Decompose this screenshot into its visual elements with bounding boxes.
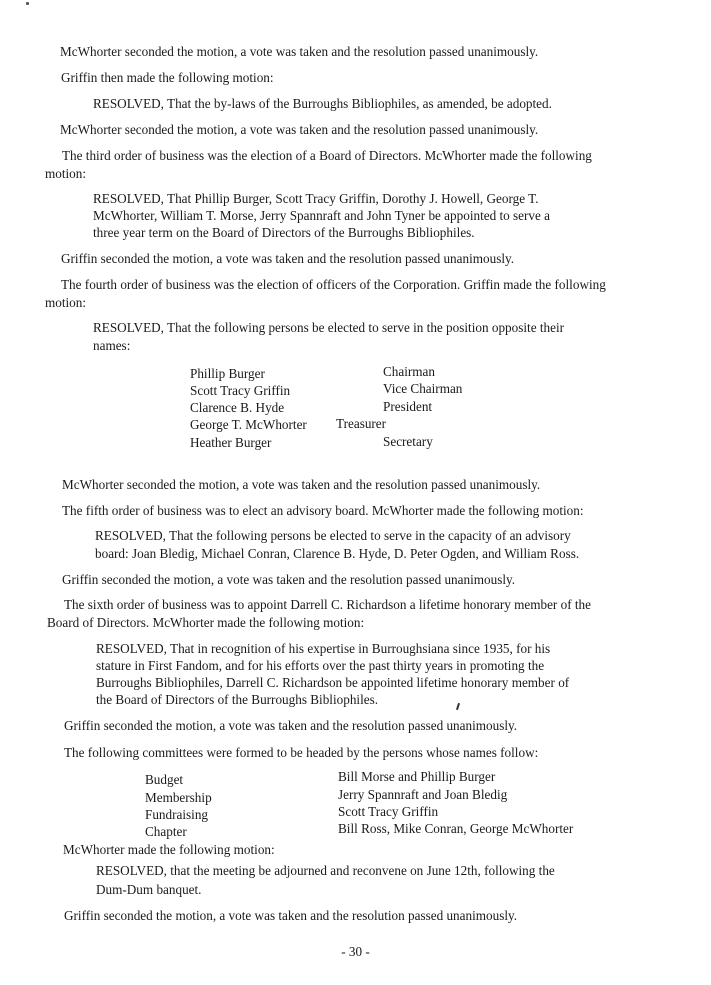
paragraph-line: McWhorter seconded the motion, a vote was taken and the resolution passed unanimously. bbox=[62, 477, 541, 492]
paragraph-line: Griffin seconded the motion, a vote was taken and the resolution passed unanimously. bbox=[61, 251, 515, 266]
paragraph-line: McWhorter seconded the motion, a vote was taken and the resolution passed unanimously. bbox=[60, 122, 539, 137]
scan-speck bbox=[26, 2, 29, 5]
resolution-line: RESOLVED, That Phillip Burger, Scott Tracy Griffin, Dorothy J. Howell, George T. bbox=[93, 191, 539, 206]
paragraph-line: The sixth order of business was to appoint Darrell C. Richardson a lifetime honorary member of the bbox=[64, 597, 591, 612]
officer-title: Vice Chairman bbox=[383, 381, 463, 396]
paragraph-line: Griffin seconded the motion, a vote was taken and the resolution passed unanimously. bbox=[62, 572, 516, 587]
officer-name: Clarence B. Hyde bbox=[190, 400, 285, 415]
officer-name: Phillip Burger bbox=[190, 366, 265, 381]
officer-title: Secretary bbox=[383, 434, 433, 449]
pen-mark bbox=[456, 703, 460, 710]
paragraph-line: Griffin then made the following motion: bbox=[61, 70, 274, 85]
paragraph-line: The third order of business was the election of a Board of Directors. McWhorter made the following bbox=[62, 148, 592, 163]
paragraph-line: Griffin seconded the motion, a vote was taken and the resolution passed unanimously. bbox=[64, 908, 518, 923]
page-number: - 30 - bbox=[341, 944, 370, 959]
committee-members: Bill Ross, Mike Conran, George McWhorter bbox=[338, 821, 574, 836]
officer-name: Scott Tracy Griffin bbox=[190, 383, 291, 398]
officer-title: Chairman bbox=[383, 364, 436, 379]
resolution-line: McWhorter, William T. Morse, Jerry Spannraft and John Tyner be appointed to serve a bbox=[93, 208, 551, 223]
committee-name: Fundraising bbox=[145, 807, 209, 822]
officer-title: Treasurer bbox=[336, 416, 387, 431]
resolution-line: RESOLVED, That the by-laws of the Burroughs Bibliophiles, as amended, be adopted. bbox=[93, 96, 552, 111]
paragraph-line: motion: bbox=[45, 295, 87, 310]
resolution-line: RESOLVED, That the following persons be elected to serve in the capacity of an advisory bbox=[95, 528, 571, 543]
committee-name: Chapter bbox=[145, 824, 187, 839]
resolution-line: Burroughs Bibliophiles, Darrell C. Richardson be appointed lifetime honorary member of bbox=[96, 675, 570, 690]
paragraph-line: Board of Directors. McWhorter made the following motion: bbox=[47, 615, 365, 630]
committee-members: Jerry Spannraft and Joan Bledig bbox=[338, 787, 508, 802]
resolution-line: the Board of Directors of the Burroughs Bibliophiles. bbox=[96, 692, 379, 707]
paragraph-line: McWhorter seconded the motion, a vote was taken and the resolution passed unanimously. bbox=[60, 44, 539, 59]
officer-title: President bbox=[383, 399, 433, 414]
resolution-line: RESOLVED, that the meeting be adjourned and reconvene on June 12th, following the bbox=[96, 863, 555, 878]
committee-name: Membership bbox=[145, 790, 212, 805]
paragraph-line: The fifth order of business was to elect an advisory board. McWhorter made the following motion: bbox=[62, 503, 584, 518]
committee-name: Budget bbox=[145, 772, 184, 787]
paragraph-line: The fourth order of business was the election of officers of the Corporation. Griffin made the following bbox=[61, 277, 606, 292]
officer-name: Heather Burger bbox=[190, 435, 272, 450]
officer-name: George T. McWhorter bbox=[190, 417, 307, 432]
paragraph-line: The following committees were formed to be headed by the persons whose names follow: bbox=[64, 745, 539, 760]
resolution-line: RESOLVED, That the following persons be elected to serve in the position opposite their bbox=[93, 320, 565, 335]
resolution-line: RESOLVED, That in recognition of his expertise in Burroughsiana since 1935, for his bbox=[96, 641, 551, 656]
resolution-line: stature in First Fandom, and for his efforts over the past thirty years in promoting the bbox=[96, 658, 545, 673]
resolution-line: Dum-Dum banquet. bbox=[96, 882, 202, 897]
paragraph-line: motion: bbox=[45, 166, 87, 181]
committee-members: Bill Morse and Phillip Burger bbox=[338, 769, 496, 784]
resolution-line: board: Joan Bledig, Michael Conran, Clarence B. Hyde, D. Peter Ogden, and William Ross. bbox=[95, 546, 580, 561]
committee-members: Scott Tracy Griffin bbox=[338, 804, 439, 819]
paragraph-line: Griffin seconded the motion, a vote was taken and the resolution passed unanimously. bbox=[64, 718, 518, 733]
resolution-line: names: bbox=[93, 338, 131, 353]
resolution-line: three year term on the Board of Directors of the Burroughs Bibliophiles. bbox=[93, 225, 475, 240]
paragraph-line: McWhorter made the following motion: bbox=[63, 842, 275, 857]
